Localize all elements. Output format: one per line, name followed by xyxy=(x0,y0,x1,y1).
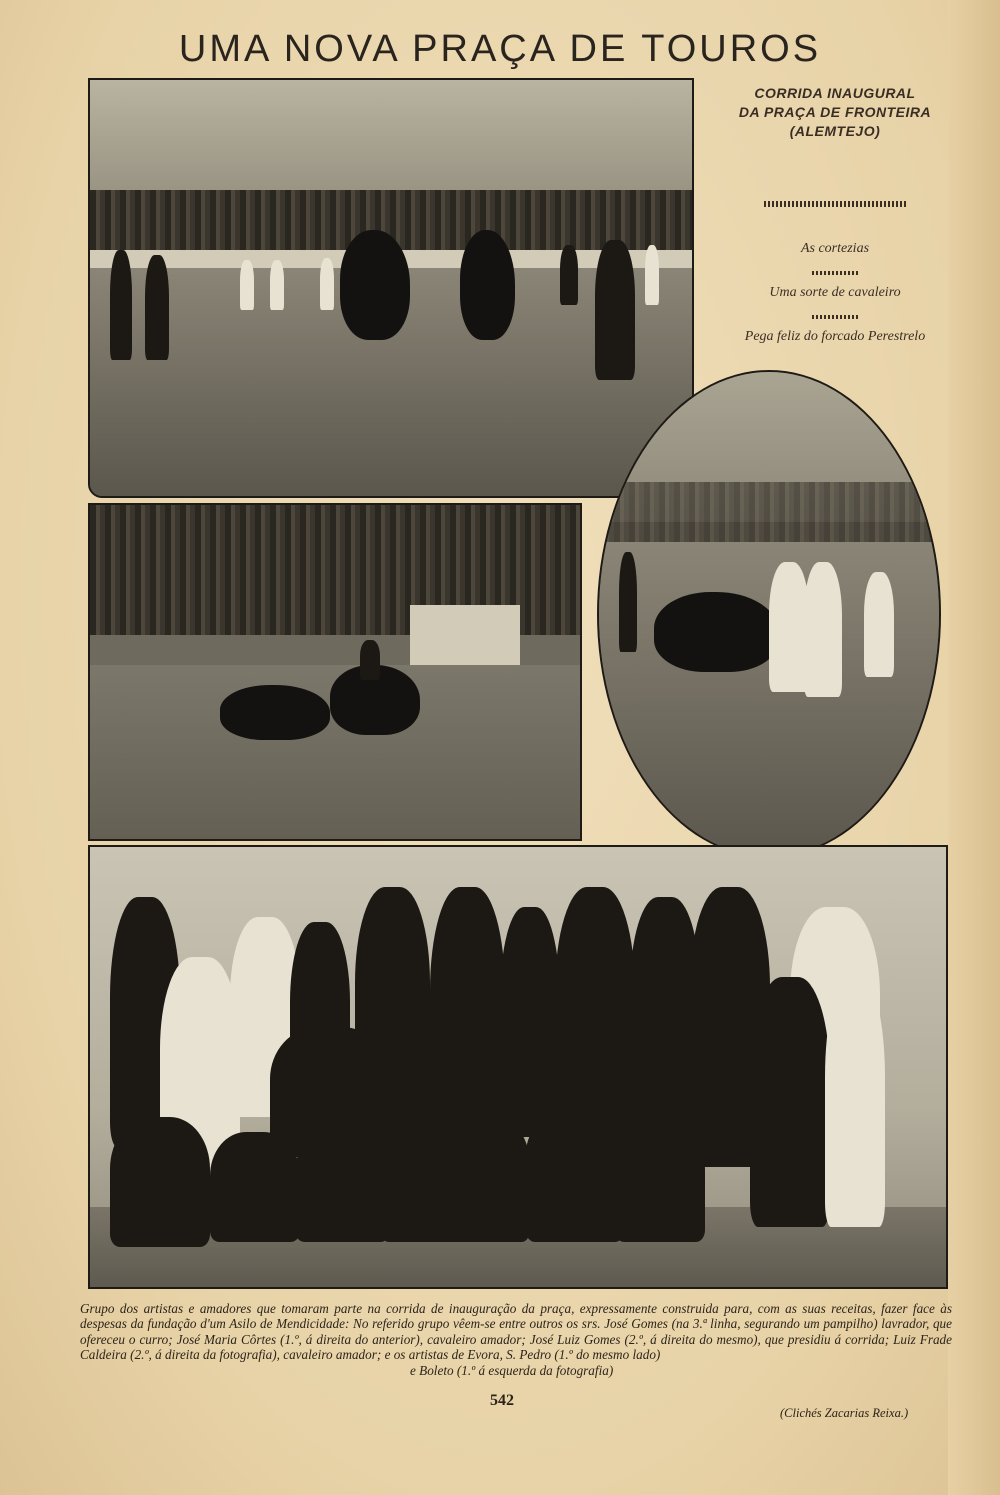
sidebar-captions xyxy=(712,84,958,345)
page-number: 542 xyxy=(490,1392,514,1409)
sidebar-item-2: Uma sorte de cavaleiro xyxy=(769,285,901,300)
sidebar-heading-3: (ALEMTEJO) xyxy=(789,123,881,139)
photo-group-portrait xyxy=(88,845,948,1289)
photo-credit: (Clichés Zacarias Reixa.) xyxy=(780,1406,909,1420)
sidebar-heading-1: CORRIDA INAUGURAL xyxy=(754,85,916,101)
photo-pega-forcado xyxy=(597,370,941,858)
caption-line: Grupo dos artistas e amadores que tomaram parte na corrida de inauguração da praça, expressamente construida para, xyxy=(80,1301,753,1316)
photo-sorte-cavaleiro xyxy=(88,503,582,841)
sidebar-item-1: As cortezias xyxy=(800,241,870,256)
photo-caption xyxy=(80,1301,952,1378)
caption-line: (1.º, á direita do anterior), cavaleiro amador; José Luiz Gomes (2.º, á direita do mesmo), que presidiu á corrida; xyxy=(280,1331,890,1347)
sidebar-heading-2: DA PRAÇA DE FRONTEIRA xyxy=(738,104,932,120)
sidebar-item-3: Pega feliz do forcado Perestrelo xyxy=(744,329,926,344)
caption-line: e Boleto (1.º á esquerda da fotografia) xyxy=(410,1362,614,1378)
divider xyxy=(764,201,906,207)
divider xyxy=(812,271,858,275)
caption-line: Luiz Frade Caldeira (2.º, á direita da fotografia), cavaleiro amador; e os artistas de Evora, S. Pedro (1.º do mesmo lado) xyxy=(80,1331,953,1363)
caption-line: entre outros os srs. José Gomes (na 3.ª linha, segurando um pampilho) lavrador, que ofereceu o curro; José Maria Côrtes xyxy=(80,1316,953,1347)
divider xyxy=(812,315,858,319)
page-title: UMA NOVA PRAÇA DE TOUROS xyxy=(178,28,822,70)
caption-line: com as suas receitas, fazer face às despesas da fundação d'um Asilo de Mendicidade: No referido grupo vêem-se xyxy=(80,1301,953,1332)
